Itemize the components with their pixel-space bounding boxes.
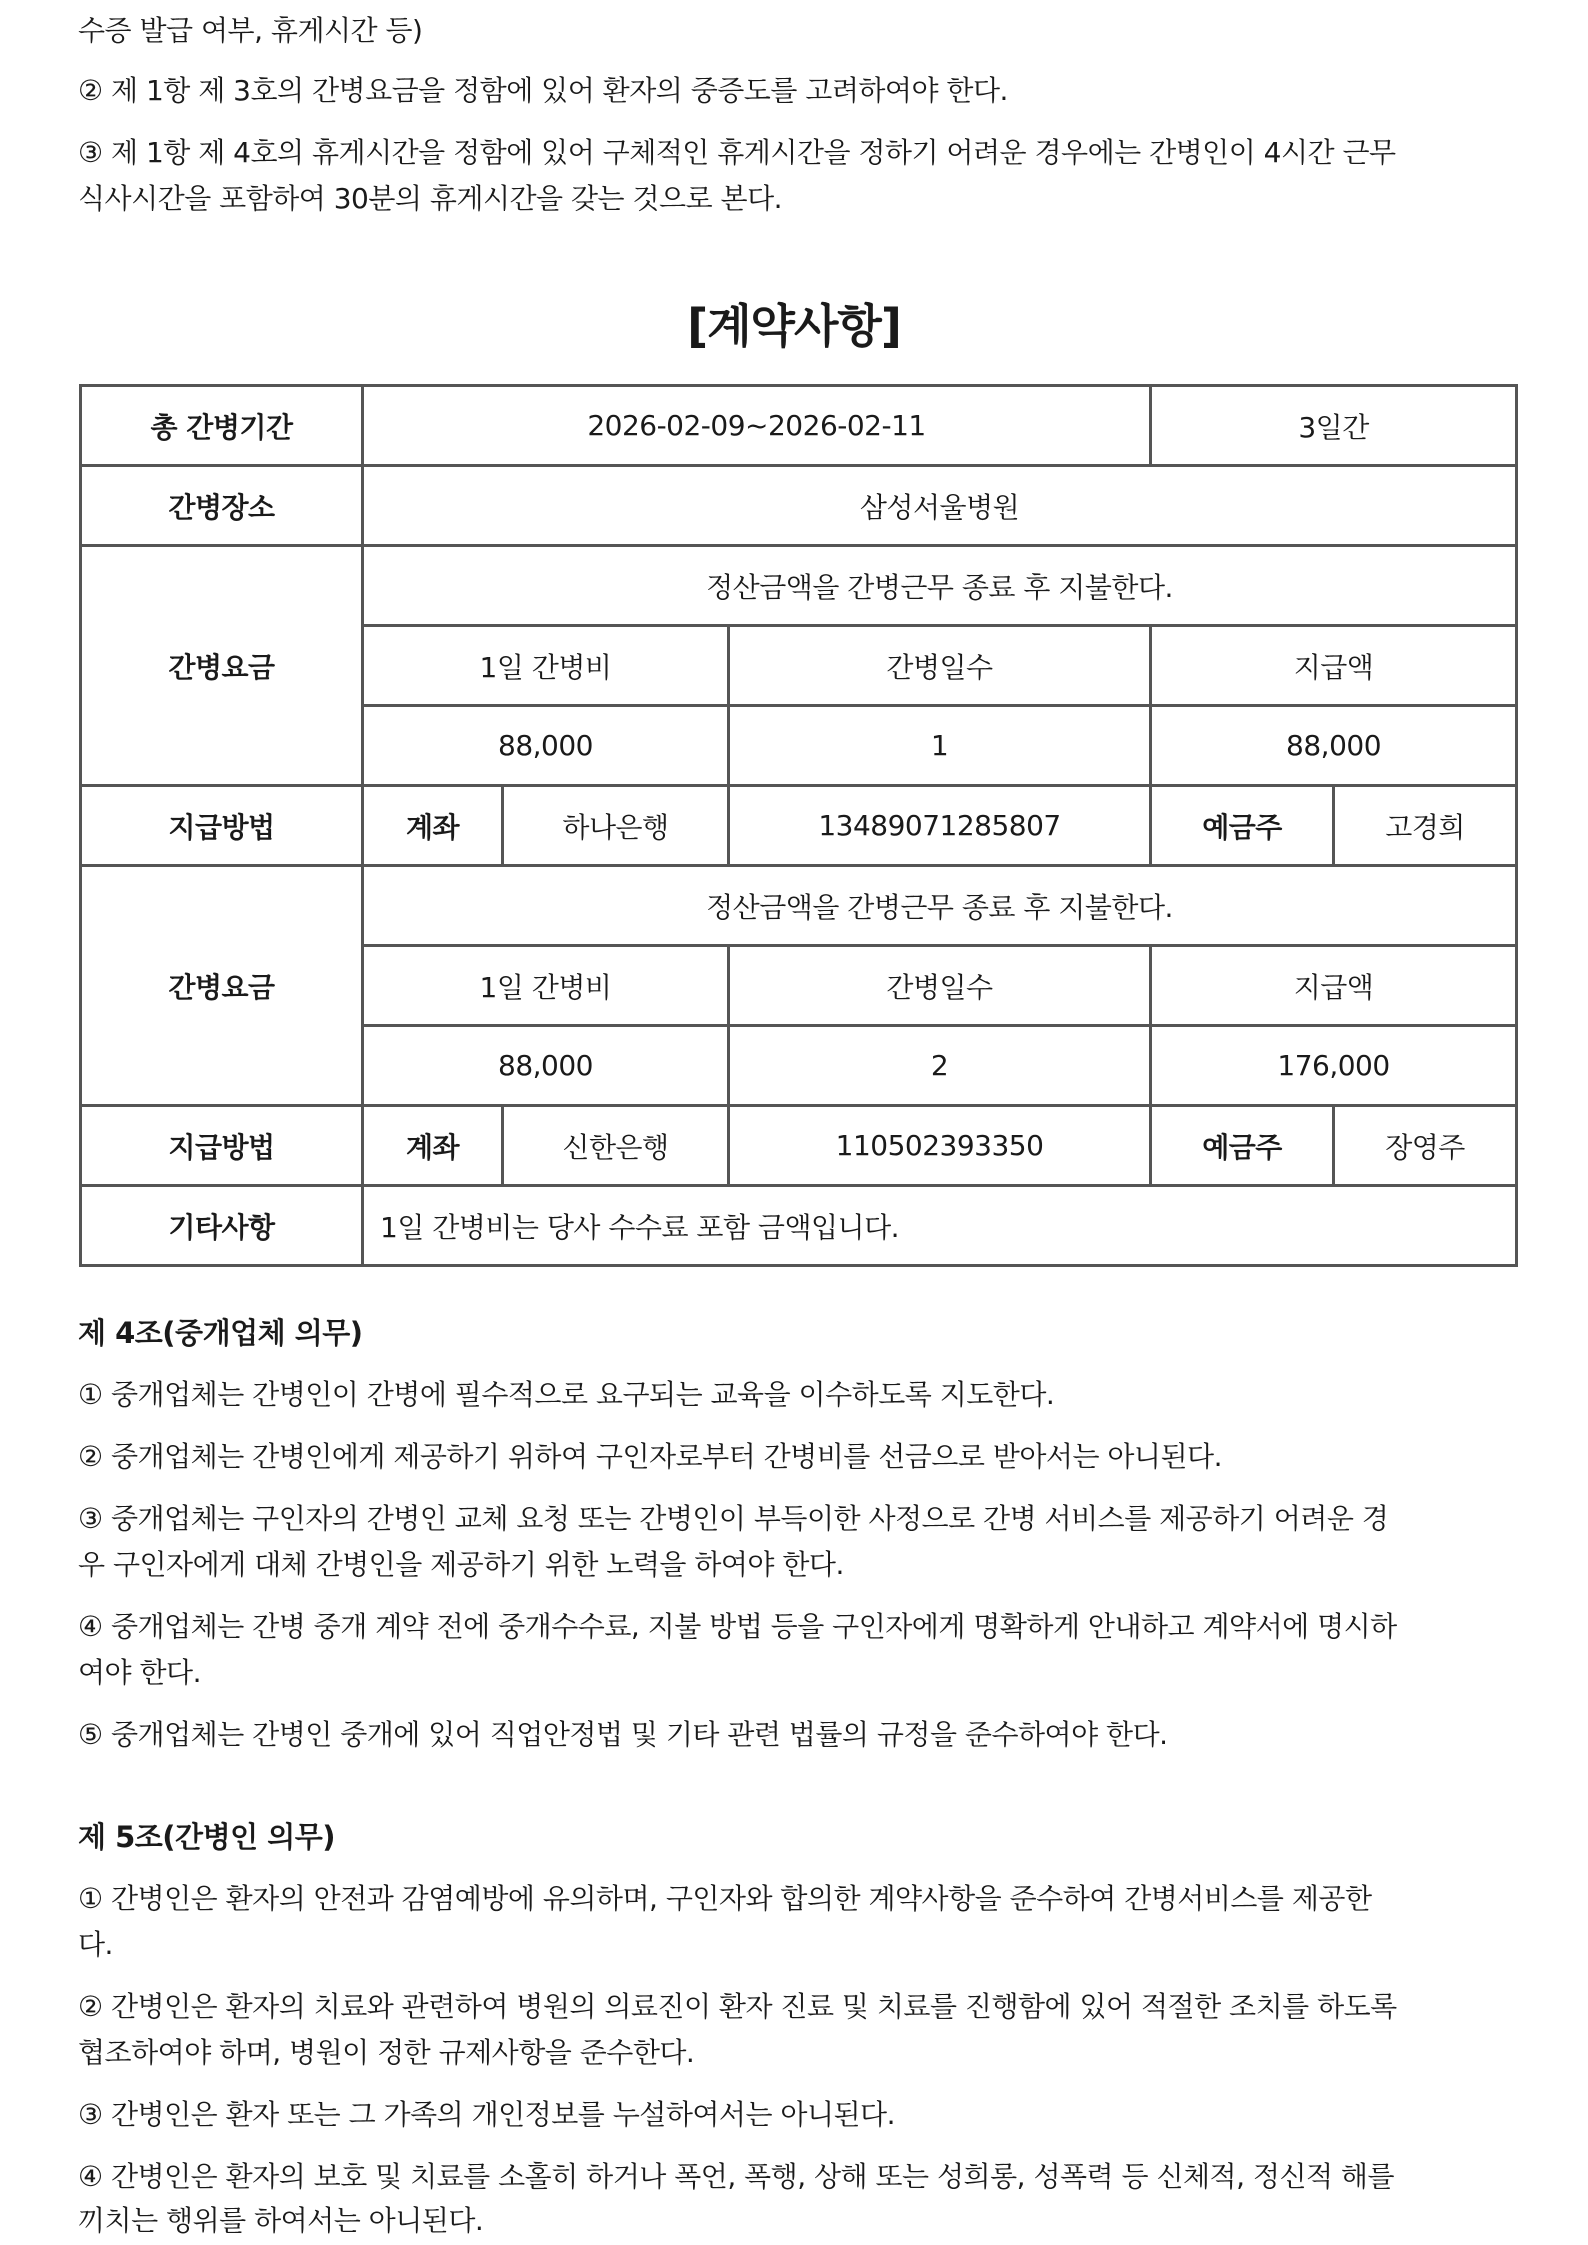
fee-label: 간병요금: [81, 866, 363, 1106]
article4-line: ③ 중개업체는 구인자의 간병인 교체 요청 또는 간병인이 부득이한 사정으로 간병 서비스를 제공하기 어려운 경: [78, 1502, 1389, 1535]
payment-label: 지급방법: [81, 1106, 363, 1186]
article4-line: ⑤ 중개업체는 간병인 중개에 있어 직업안정법 및 기타 관련 법률의 규정을 준수하여야 한다.: [78, 1718, 1168, 1751]
holder-label: 예금주: [1151, 1106, 1334, 1186]
article5-line: ② 간병인은 환자의 치료와 관련하여 병원의 의료진이 환자 진료 및 치료를 진행함에 있어 적절한 조치를 하도록: [78, 1990, 1397, 2023]
article4-heading: 제 4조(중개업체 의무): [78, 1316, 363, 1350]
account-label: 계좌: [363, 1106, 503, 1186]
table-row-etc: [81, 1186, 1517, 1266]
table-row-place: [81, 466, 1517, 546]
prev-article-line: ③ 제 1항 제 4호의 휴게시간을 정함에 있어 구체적인 휴게시간을 정하기 어려운 경우에는 간병인이 4시간 근무: [78, 136, 1396, 169]
days-value: 2: [729, 1026, 1151, 1106]
prev-article-line: ② 제 1항 제 3호의 간병요금을 정함에 있어 환자의 중증도를 고려하여야 한다.: [78, 74, 1008, 107]
col-amount-header: 지급액: [1151, 946, 1517, 1026]
article4-line: ① 중개업체는 간병인이 간병에 필수적으로 요구되는 교육을 이수하도록 지도한다.: [78, 1378, 1055, 1411]
contract-table: [79, 384, 1518, 1267]
table-row-period: [81, 386, 1517, 466]
account-label: 계좌: [363, 786, 503, 866]
col-daily-fee-header: 1일 간병비: [363, 946, 729, 1026]
account-number: 110502393350: [729, 1106, 1151, 1186]
article5-line: ① 간병인은 환자의 안전과 감염예방에 유의하며, 구인자와 합의한 계약사항을 준수하여 간병서비스를 제공한: [78, 1882, 1372, 1915]
place-label: 간병장소: [81, 466, 363, 546]
article5-line: ④ 간병인은 환자의 보호 및 치료를 소홀히 하거나 폭언, 폭행, 상해 또는 성희롱, 성폭력 등 신체적, 정신적 해를: [78, 2160, 1395, 2193]
holder-name: 고경희: [1334, 786, 1517, 866]
daily-fee-value: 88,000: [363, 1026, 729, 1106]
fee-note: 정산금액을 간병근무 종료 후 지불한다.: [363, 546, 1517, 626]
period-value: 2026-02-09~2026-02-11: [363, 386, 1151, 466]
holder-label: 예금주: [1151, 786, 1334, 866]
etc-value: 1일 간병비는 당사 수수료 포함 금액입니다.: [363, 1186, 1517, 1266]
article4-line: 우 구인자에게 대체 간병인을 제공하기 위한 노력을 하여야 한다.: [78, 1548, 844, 1581]
holder-name: 장영주: [1334, 1106, 1517, 1186]
place-value: 삼성서울병원: [363, 466, 1517, 546]
bank-name: 신한은행: [503, 1106, 729, 1186]
article4-line: 여야 한다.: [78, 1656, 201, 1689]
bank-name: 하나은행: [503, 786, 729, 866]
period-days: 3일간: [1151, 386, 1517, 466]
col-days-header: 간병일수: [729, 946, 1151, 1026]
account-number: 13489071285807: [729, 786, 1151, 866]
fee-note: 정산금액을 간병근무 종료 후 지불한다.: [363, 866, 1517, 946]
amount-value: 176,000: [1151, 1026, 1517, 1106]
table-row-payment: [81, 786, 1517, 866]
daily-fee-value: 88,000: [363, 706, 729, 786]
col-days-header: 간병일수: [729, 626, 1151, 706]
table-row-fee-note: [81, 866, 1517, 946]
table-row-payment: [81, 1106, 1517, 1186]
article5-line: 다.: [78, 1928, 113, 1961]
article5-heading: 제 5조(간병인 의무): [78, 1820, 335, 1854]
fee-label: 간병요금: [81, 546, 363, 786]
article5-line: ③ 간병인은 환자 또는 그 가족의 개인정보를 누설하여서는 아니된다.: [78, 2098, 896, 2131]
table-row-fee-note: [81, 546, 1517, 626]
etc-label: 기타사항: [81, 1186, 363, 1266]
payment-label: 지급방법: [81, 786, 363, 866]
prev-article-line: 식사시간을 포함하여 30분의 휴게시간을 갖는 것으로 본다.: [78, 182, 783, 215]
article4-line: ④ 중개업체는 간병 중개 계약 전에 중개수수료, 지불 방법 등을 구인자에게 명확하게 안내하고 계약서에 명시하: [78, 1610, 1397, 1643]
article4-line: ② 중개업체는 간병인에게 제공하기 위하여 구인자로부터 간병비를 선금으로 받아서는 아니된다.: [78, 1440, 1222, 1473]
contract-section-title: [계약사항]: [687, 299, 901, 353]
col-amount-header: 지급액: [1151, 626, 1517, 706]
period-label: 총 간병기간: [81, 386, 363, 466]
days-value: 1: [729, 706, 1151, 786]
col-daily-fee-header: 1일 간병비: [363, 626, 729, 706]
prev-article-line: 수증 발급 여부, 휴게시간 등): [78, 14, 423, 47]
amount-value: 88,000: [1151, 706, 1517, 786]
article5-line: 협조하여야 하며, 병원이 정한 규제사항을 준수한다.: [78, 2036, 695, 2069]
article5-line: 끼치는 행위를 하여서는 아니된다.: [78, 2204, 484, 2237]
